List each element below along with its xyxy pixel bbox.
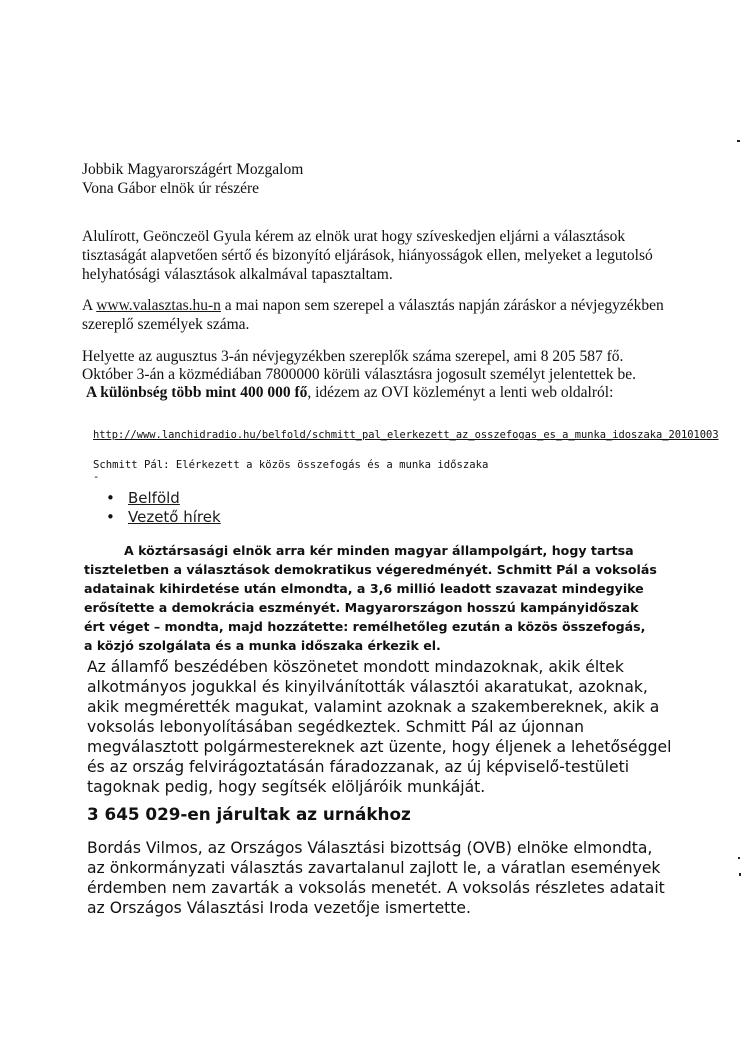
recipient-line-2: Vona Gábor elnök úr részére xyxy=(82,180,260,197)
p2-prefix: A xyxy=(82,297,97,314)
section-heading: 3 645 029-en járultak az urnákhoz xyxy=(87,804,411,824)
paragraph-2-line-1 xyxy=(82,296,664,315)
intro-line-1: Alulírott, Geönczeöl Gyula kérem az elnök urat hogy szíveskedjen eljárni a választások xyxy=(82,228,626,245)
p3-line3-rest: , idézem az OVI közleményt a lenti web oldalról: xyxy=(307,384,614,401)
lead-line-6: a közjó szolgálata és a munka időszaka érkezik el. xyxy=(84,638,441,653)
paragraph-2-line-2: szereplő személyek száma. xyxy=(82,316,250,333)
lead-line-2: tiszteletben a választások demokratikus végeredményét. Schmitt Pál a voksolás xyxy=(84,562,657,577)
body1-line-4: voksolás lebonyolításában segédkeztek. Schmitt Pál az újonnan xyxy=(87,718,585,736)
scan-speck xyxy=(737,140,740,142)
article-url-link[interactable]: http://www.lanchidradio.hu/belfold/schmitt_pal_elerkezett_az_osszefogas_es_a_munka_idoszaka_20101003 xyxy=(93,429,719,441)
difference-highlight: A különbség több mint 400 000 fő xyxy=(86,384,308,401)
body2-line-2: az önkormányzati választás zavartalanul zajlott le, a váratlan események xyxy=(87,859,661,877)
lead-line-4: erősítette a demokrácia eszményét. Magyarországon hosszú kampányidőszak xyxy=(84,600,639,615)
lead-line-3: adatainak kihirdetése után elmondta, a 3,6 millió leadott szavazat mindegyike xyxy=(84,581,644,596)
valasztas-link[interactable]: www.valasztas.hu-n xyxy=(96,297,221,314)
body1-line-6: és az ország felvirágoztatásán fáradozzanak, az új képviselő-testületi xyxy=(87,758,630,776)
paragraph-3-line-2: Október 3-án a közmédiában 7800000 körüli választásra jogosult személyt jelentettek be. xyxy=(82,366,636,383)
bullet-icon: • xyxy=(106,508,115,526)
body2-line-4: az Országos Választási Iroda vezetője ismertette. xyxy=(87,899,471,917)
body2-line-3: érdemben nem zavarták a voksolás menetét. A voksolás részletes adatait xyxy=(87,879,665,897)
lead-line-5: ért véget – mondta, majd hozzátette: remélhetőleg ezután a közös összefogás, xyxy=(84,619,646,634)
body1-line-2: alkotmányos jogukkal és kinyilvánították választói akaratukat, azoknak, xyxy=(87,678,648,696)
category-item-belfold xyxy=(100,489,221,508)
recipient-line-1: Jobbik Magyarországért Mozgalom xyxy=(82,161,304,178)
paragraph-3-line-3 xyxy=(86,383,613,402)
lead-line-1: A köztársasági elnök arra kér minden magyar állampolgárt, hogy tartsa xyxy=(124,543,634,558)
body1-line-3: akik megmérették magukat, valamint azoknak a szakembereknek, akik a xyxy=(87,698,660,716)
body1-line-5: megválasztott polgármestereknek azt üzente, hogy éljenek a lehetőséggel xyxy=(87,738,672,756)
paragraph-3-line-1: Helyette az augusztus 3-án névjegyzékben szereplők száma szerepel, ami 8 205 587 fő. xyxy=(82,348,624,365)
category-link-belfold[interactable]: Belföld xyxy=(128,489,180,507)
scan-speck xyxy=(738,857,740,859)
category-item-vezeto-hirek xyxy=(100,508,221,527)
intro-line-3: helyhatósági választások alkalmával tapasztaltam. xyxy=(82,266,393,283)
title-dash: - xyxy=(93,471,100,483)
body1-line-7: tagoknak pedig, hogy segítsék elöljáróik munkáját. xyxy=(87,778,486,796)
intro-line-2: tisztaságát alapvetően sértő és bizonyító eljárások, hiányosságok ellen, melyeket a legutolsó xyxy=(82,247,653,264)
body2-line-1: Bordás Vilmos, az Országos Választási bizottság (OVB) elnöke elmondta, xyxy=(87,839,653,857)
category-link-vezeto-hirek[interactable]: Vezető hírek xyxy=(128,508,221,526)
category-list xyxy=(100,489,221,527)
article-title: Schmitt Pál: Elérkezett a közös összefogás és a munka időszaka xyxy=(93,459,489,471)
scan-speck xyxy=(739,873,741,876)
body1-line-1: Az államfő beszédében köszönetet mondott mindazoknak, akik éltek xyxy=(87,658,624,676)
p2-rest: a mai napon sem szerepel a választás napján záráskor a névjegyzékben xyxy=(220,297,664,314)
bullet-icon: • xyxy=(106,489,115,507)
